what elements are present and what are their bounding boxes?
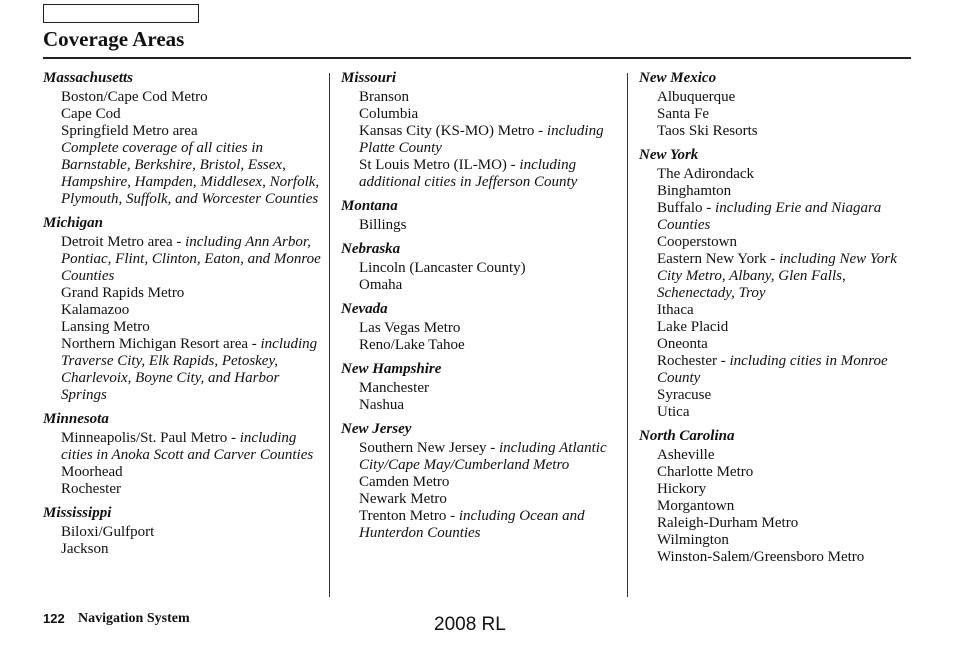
city-name: Kansas City (KS-MO) Metro - — [359, 123, 547, 139]
city-item — [61, 319, 325, 336]
city-list — [341, 380, 623, 414]
column-3 — [639, 68, 921, 566]
city-name: Santa Fe — [657, 106, 710, 122]
city-name: Syracuse — [657, 387, 712, 403]
state-heading: Missouri — [341, 70, 397, 86]
city-name: Buffalo - — [657, 200, 716, 216]
section-label: Navigation System — [78, 611, 190, 626]
city-list — [341, 260, 623, 294]
city-item — [359, 508, 623, 542]
city-name: Trenton Metro - — [359, 508, 459, 524]
city-list — [639, 166, 921, 421]
state-heading: Michigan — [43, 215, 104, 231]
city-name: Utica — [657, 404, 690, 420]
city-list — [639, 447, 921, 566]
city-item — [61, 541, 325, 558]
title-divider — [43, 57, 911, 59]
city-list — [341, 89, 623, 191]
city-item — [359, 123, 623, 157]
city-item — [657, 447, 921, 464]
city-list — [43, 89, 325, 208]
city-item — [657, 515, 921, 532]
city-name: Branson — [359, 89, 409, 105]
city-name: Eastern New York - — [657, 251, 780, 267]
city-name: Jackson — [61, 541, 109, 557]
city-item — [657, 200, 921, 234]
state-heading: Minnesota — [43, 411, 109, 427]
city-item — [61, 464, 325, 481]
city-item — [359, 320, 623, 337]
city-name: Lake Placid — [657, 319, 729, 335]
city-list — [341, 320, 623, 354]
city-item — [657, 481, 921, 498]
city-name: Morgantown — [657, 498, 735, 514]
city-list — [639, 89, 921, 140]
city-item — [657, 319, 921, 336]
page-number: 122 — [43, 611, 65, 626]
page-title: Coverage Areas — [43, 27, 185, 51]
column-2 — [341, 68, 623, 542]
city-item — [657, 387, 921, 404]
city-name: Wilmington — [657, 532, 729, 548]
state-heading: Montana — [341, 198, 398, 214]
city-item — [61, 106, 325, 123]
city-note: including cities in Monroe County — [657, 353, 888, 386]
city-note: including Ocean and Hunterdon Counties — [359, 508, 585, 541]
city-name: St Louis Metro (IL-MO) - — [359, 157, 520, 173]
city-item — [359, 106, 623, 123]
city-item — [359, 397, 623, 414]
city-list — [43, 524, 325, 558]
city-note: including additional cities in Jefferson County — [359, 157, 578, 190]
state-heading: Nevada — [341, 301, 388, 317]
city-note: including Platte County — [359, 123, 604, 156]
city-name: Boston/Cape Cod Metro — [61, 89, 208, 105]
city-name: Binghamton — [657, 183, 732, 199]
city-item — [657, 532, 921, 549]
city-item — [359, 260, 623, 277]
city-name: Moorhead — [61, 464, 123, 480]
city-note: including Atlantic City/Cape May/Cumberland Metro — [359, 440, 607, 473]
city-name: Taos Ski Resorts — [657, 123, 758, 139]
city-item — [61, 336, 325, 404]
city-name: Billings — [359, 217, 407, 233]
city-name: Lansing Metro — [61, 319, 150, 335]
city-list — [43, 430, 325, 498]
column-divider-2 — [627, 73, 628, 597]
city-name: Lincoln (Lancaster County) — [359, 260, 526, 276]
city-note: including Ann Arbor, Pontiac, Flint, Clinton, Eaton, and Monroe Counties — [61, 234, 321, 284]
city-name: Charlotte Metro — [657, 464, 754, 480]
city-item — [359, 491, 623, 508]
city-list — [341, 440, 623, 542]
city-item — [657, 336, 921, 353]
city-name: Nashua — [359, 397, 404, 413]
city-item — [61, 481, 325, 498]
city-name: Albuquerque — [657, 89, 736, 105]
state-heading: New York — [639, 147, 699, 163]
state-heading: Mississippi — [43, 505, 112, 521]
city-name: Reno/Lake Tahoe — [359, 337, 465, 353]
state-heading: North Carolina — [639, 428, 735, 444]
city-item — [657, 498, 921, 515]
city-note: including New York City Metro, Albany, Glen Falls, Schenectady, Troy — [657, 251, 897, 301]
city-name: Detroit Metro area - — [61, 234, 186, 250]
state-heading: Massachusetts — [43, 70, 134, 86]
city-item — [359, 337, 623, 354]
city-name: Rochester — [61, 481, 121, 497]
city-name: Camden Metro — [359, 474, 450, 490]
column-divider-1 — [329, 73, 330, 597]
city-item — [657, 353, 921, 387]
city-note: including Traverse City, Elk Rapids, Petoskey, Charlevoix, Boyne City, and Harbor Springs — [61, 336, 318, 403]
city-name: Northern Michigan Resort area - — [61, 336, 261, 352]
city-name: Kalamazoo — [61, 302, 130, 318]
state-heading: New Jersey — [341, 421, 412, 437]
city-name: Cape Cod — [61, 106, 121, 122]
city-name: Cooperstown — [657, 234, 737, 250]
model-label: 2008 RL — [434, 614, 506, 635]
city-note: including cities in Anoka Scott and Carver Counties — [61, 430, 314, 463]
city-item — [61, 234, 325, 285]
column-1 — [43, 68, 325, 558]
city-note: including Erie and Niagara Counties — [657, 200, 882, 233]
city-item — [61, 89, 325, 106]
city-name: Biloxi/Gulfport — [61, 524, 155, 540]
city-name: Minneapolis/St. Paul Metro - — [61, 430, 240, 446]
city-name: Oneonta — [657, 336, 708, 352]
city-name: Raleigh-Durham Metro — [657, 515, 799, 531]
city-item — [657, 549, 921, 566]
city-item — [359, 277, 623, 294]
state-heading: New Hampshire — [341, 361, 442, 377]
city-item — [359, 217, 623, 234]
city-item — [61, 140, 325, 208]
header-tab-box — [43, 4, 199, 23]
city-note: Complete coverage of all cities in Barnstable, Berkshire, Bristol, Essex, Hampshire, Hampden, Middlesex, Norfolk, Plymouth, Suffolk, and Worcester Counties — [61, 140, 320, 207]
city-name: Las Vegas Metro — [359, 320, 461, 336]
city-name: The Adirondack — [657, 166, 755, 182]
city-item — [657, 166, 921, 183]
city-name: Columbia — [359, 106, 419, 122]
city-name: Southern New Jersey - — [359, 440, 499, 456]
city-list — [43, 234, 325, 404]
city-name: Springfield Metro area — [61, 123, 198, 139]
city-item — [657, 251, 921, 302]
city-item — [657, 89, 921, 106]
city-item — [61, 524, 325, 541]
city-item — [61, 430, 325, 464]
city-item — [657, 106, 921, 123]
city-name: Rochester - — [657, 353, 730, 369]
state-heading: New Mexico — [639, 70, 717, 86]
city-item — [657, 302, 921, 319]
city-item — [359, 474, 623, 491]
city-item — [359, 157, 623, 191]
city-item — [359, 380, 623, 397]
city-name: Asheville — [657, 447, 715, 463]
city-item — [657, 123, 921, 140]
city-name: Ithaca — [657, 302, 694, 318]
city-name: Winston-Salem/Greensboro Metro — [657, 549, 865, 565]
city-item — [657, 234, 921, 251]
city-item — [61, 123, 325, 140]
state-heading: Nebraska — [341, 241, 401, 257]
city-name: Grand Rapids Metro — [61, 285, 185, 301]
city-item — [657, 404, 921, 421]
city-name: Hickory — [657, 481, 707, 497]
city-item — [657, 464, 921, 481]
city-item — [359, 440, 623, 474]
city-item — [359, 89, 623, 106]
city-item — [61, 285, 325, 302]
city-name: Omaha — [359, 277, 403, 293]
city-item — [657, 183, 921, 200]
city-name: Newark Metro — [359, 491, 447, 507]
city-name: Manchester — [359, 380, 429, 396]
city-item — [61, 302, 325, 319]
city-list — [341, 217, 623, 234]
